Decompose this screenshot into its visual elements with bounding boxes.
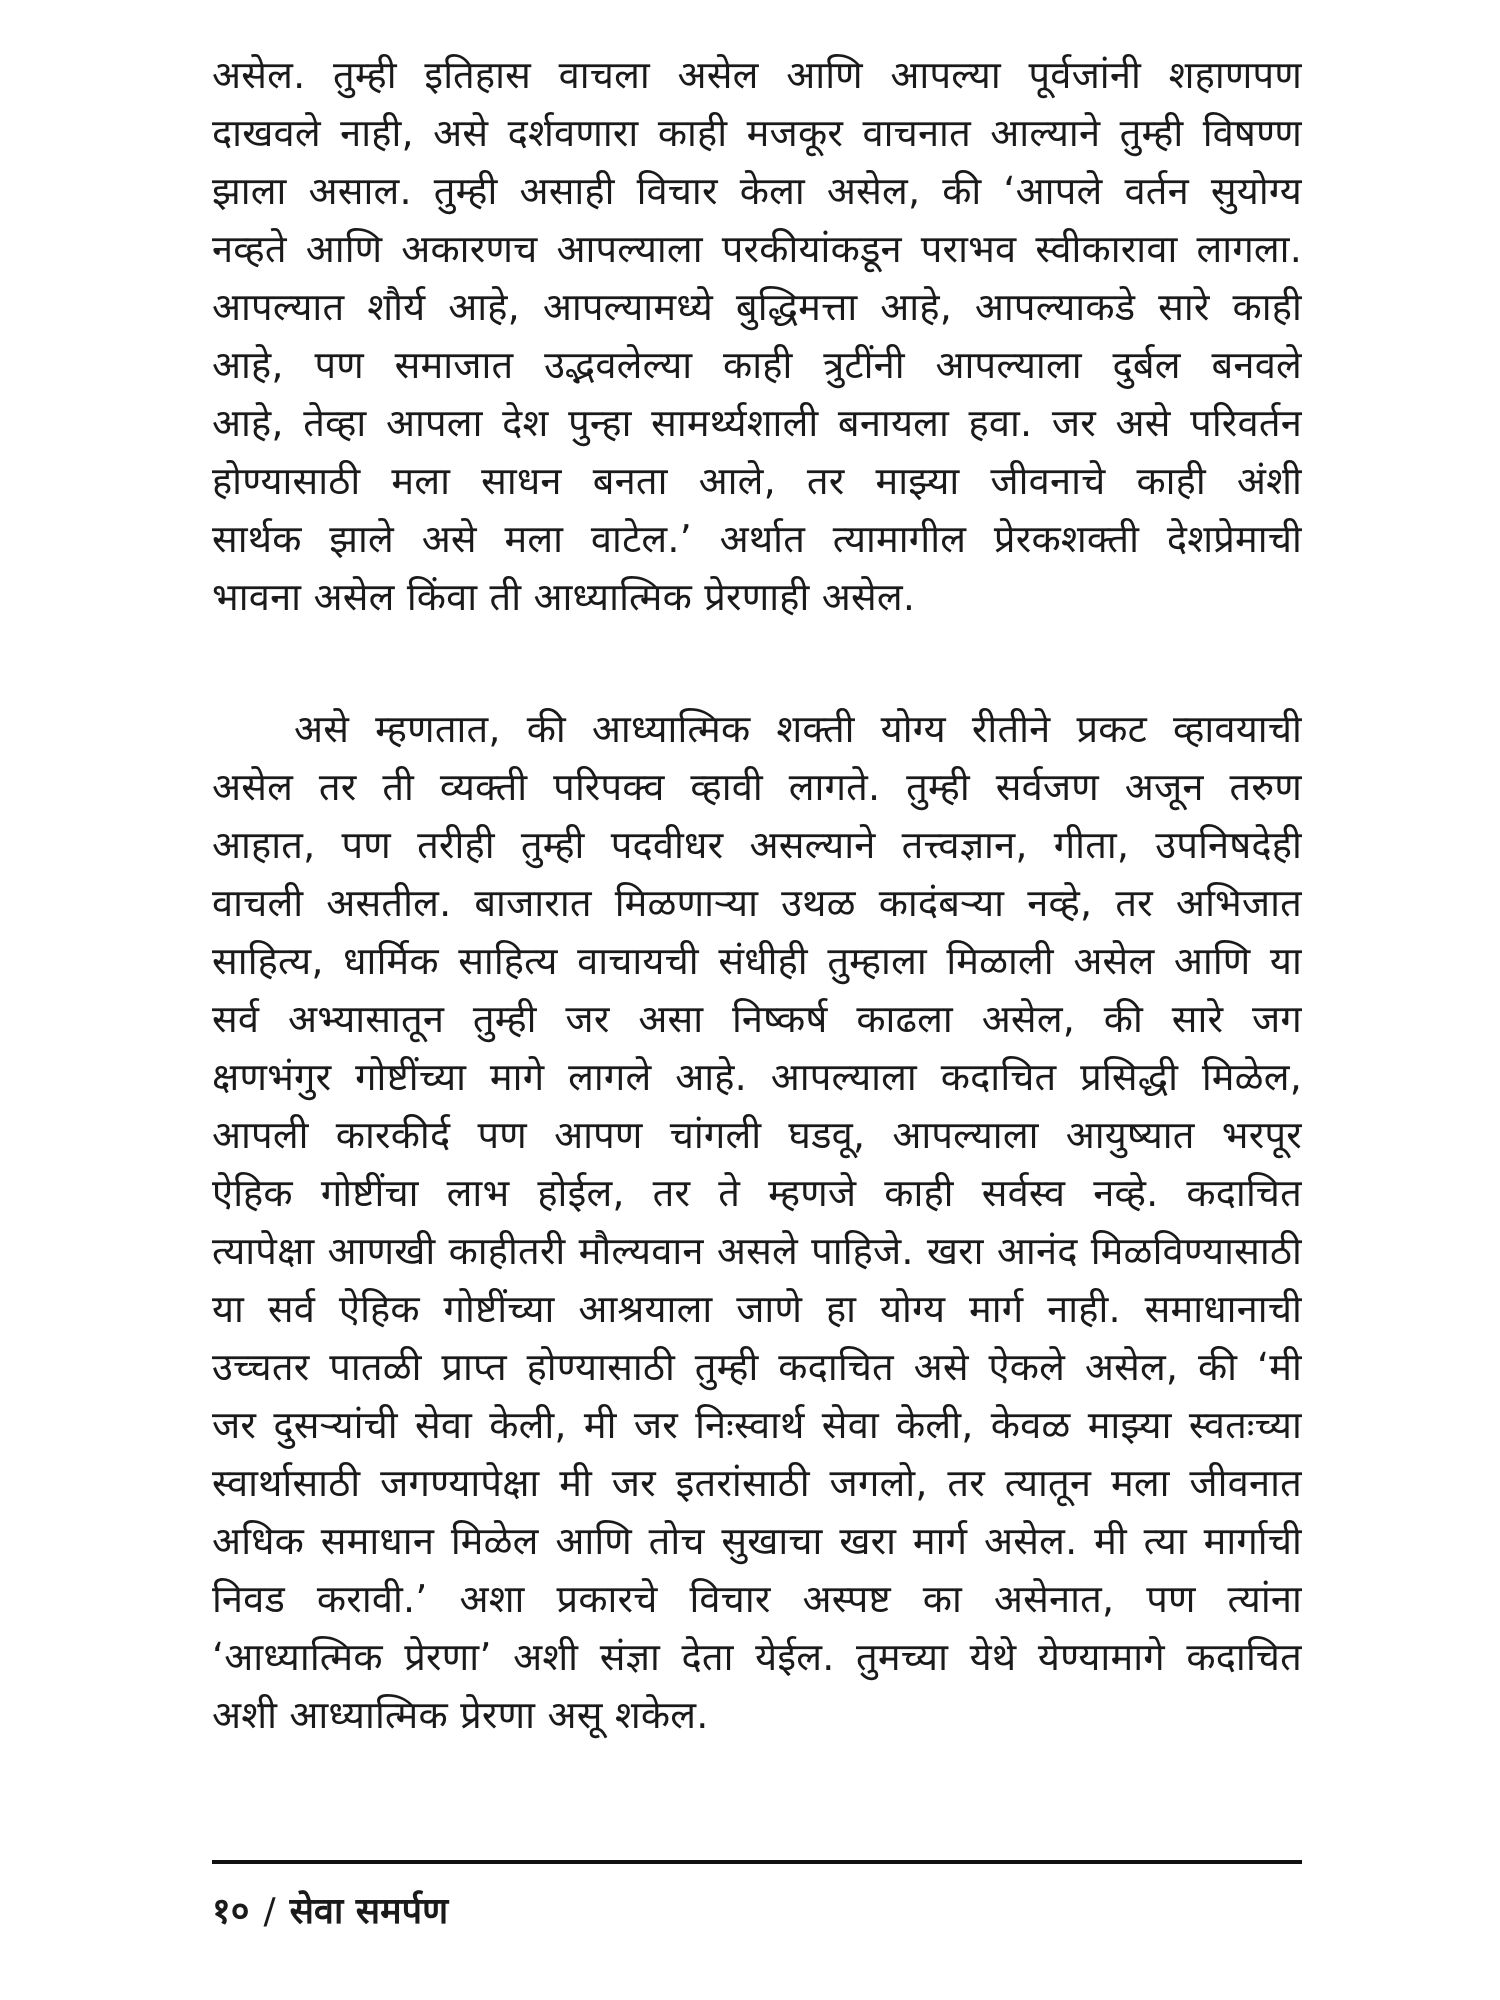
text-line: दाखवले नाही, असे दर्शवणारा काही मजकूर वाचनात आल्याने तुम्ही विषण्ण (212, 111, 1302, 155)
text-line: असेल. तुम्ही इतिहास वाचला असेल आणि आपल्या पूर्वजांनी शहाणपण (212, 53, 1302, 97)
text-line: जर दुसऱ्यांची सेवा केली, मी जर निःस्वार्थ सेवा केली, केवळ माझ्या स्वतःच्या (212, 1403, 1302, 1447)
text-line: झाला असाल. तुम्ही असाही विचार केला असेल, की ‘आपले वर्तन सुयोग्य (212, 169, 1302, 213)
text-line: अधिक समाधान मिळेल आणि तोच सुखाचा खरा मार्ग असेल. मी त्या मार्गाची (212, 1519, 1302, 1563)
text-line: आहात, पण तरीही तुम्ही पदवीधर असल्याने तत्त्वज्ञान, गीता, उपनिषदेही (212, 823, 1302, 867)
text-line: सर्व अभ्यासातून तुम्ही जर असा निष्कर्ष काढला असेल, की सारे जग (212, 997, 1302, 1041)
text-line: वाचली असतील. बाजारात मिळणाऱ्या उथळ कादंबऱ्या नव्हे, तर अभिजात (212, 881, 1302, 925)
text-line: आपली कारकीर्द पण आपण चांगली घडवू, आपल्याला आयुष्यात भरपूर (212, 1113, 1302, 1157)
text-line: त्यापेक्षा आणखी काहीतरी मौल्यवान असले पाहिजे. खरा आनंद मिळविण्यासाठी (212, 1229, 1302, 1273)
text-line: होण्यासाठी मला साधन बनता आले, तर माझ्या जीवनाचे काही अंशी (212, 459, 1302, 503)
text-line: साहित्य, धार्मिक साहित्य वाचायची संधीही तुम्हाला मिळाली असेल आणि या (212, 939, 1302, 983)
text-line: स्वार्थासाठी जगण्यापेक्षा मी जर इतरांसाठी जगलो, तर त्यातून मला जीवनात (212, 1461, 1302, 1505)
text-line: आहे, पण समाजात उद्भवलेल्या काही त्रुटींनी आपल्याला दुर्बल बनवले (212, 343, 1302, 387)
text-line: नव्हते आणि अकारणच आपल्याला परकीयांकडून पराभव स्वीकारावा लागला. (212, 227, 1302, 271)
text-line: असे म्हणतात, की आध्यात्मिक शक्ती योग्य रीतीने प्रकट व्हावयाची (294, 707, 1302, 751)
text-line: भावना असेल किंवा ती आध्यात्मिक प्रेरणाही असेल. (212, 575, 916, 619)
footer-separator: / (263, 1891, 276, 1932)
book-title: सेवा समर्पण (289, 1891, 449, 1932)
page-footer (212, 1888, 448, 1936)
paragraph-1 (212, 46, 1302, 626)
text-line: ‘आध्यात्मिक प्रेरणा’ अशी संज्ञा देता येईल. तुमच्या येथे येण्यामागे कदाचित (212, 1635, 1302, 1679)
paragraph-2 (212, 700, 1302, 1744)
text-line: निवड करावी.’ अशा प्रकारचे विचार अस्पष्ट का असेनात, पण त्यांना (212, 1577, 1302, 1621)
text-line: सार्थक झाले असे मला वाटेल.’ अर्थात त्यामागील प्रेरकशक्ती देशप्रेमाची (212, 517, 1302, 561)
text-line: ऐहिक गोष्टींचा लाभ होईल, तर ते म्हणजे काही सर्वस्व नव्हे. कदाचित (212, 1171, 1302, 1215)
text-line: क्षणभंगुर गोष्टींच्या मागे लागले आहे. आपल्याला कदाचित प्रसिद्धी मिळेल, (212, 1055, 1302, 1099)
text-line: या सर्व ऐहिक गोष्टींच्या आश्रयाला जाणे हा योग्य मार्ग नाही. समाधानाची (212, 1287, 1302, 1331)
footer-divider (212, 1860, 1302, 1864)
text-line: आपल्यात शौर्य आहे, आपल्यामध्ये बुद्धिमत्ता आहे, आपल्याकडे सारे काही (212, 285, 1302, 329)
text-line: अशी आध्यात्मिक प्रेरणा असू शकेल. (212, 1693, 709, 1737)
text-line: उच्चतर पातळी प्राप्त होण्यासाठी तुम्ही कदाचित असे ऐकले असेल, की ‘मी (212, 1345, 1302, 1389)
text-line: असेल तर ती व्यक्ती परिपक्व व्हावी लागते. तुम्ही सर्वजण अजून तरुण (212, 765, 1302, 809)
text-line: आहे, तेव्हा आपला देश पुन्हा सामर्थ्यशाली बनायला हवा. जर असे परिवर्तन (212, 401, 1302, 445)
page-number: १० (212, 1891, 250, 1932)
